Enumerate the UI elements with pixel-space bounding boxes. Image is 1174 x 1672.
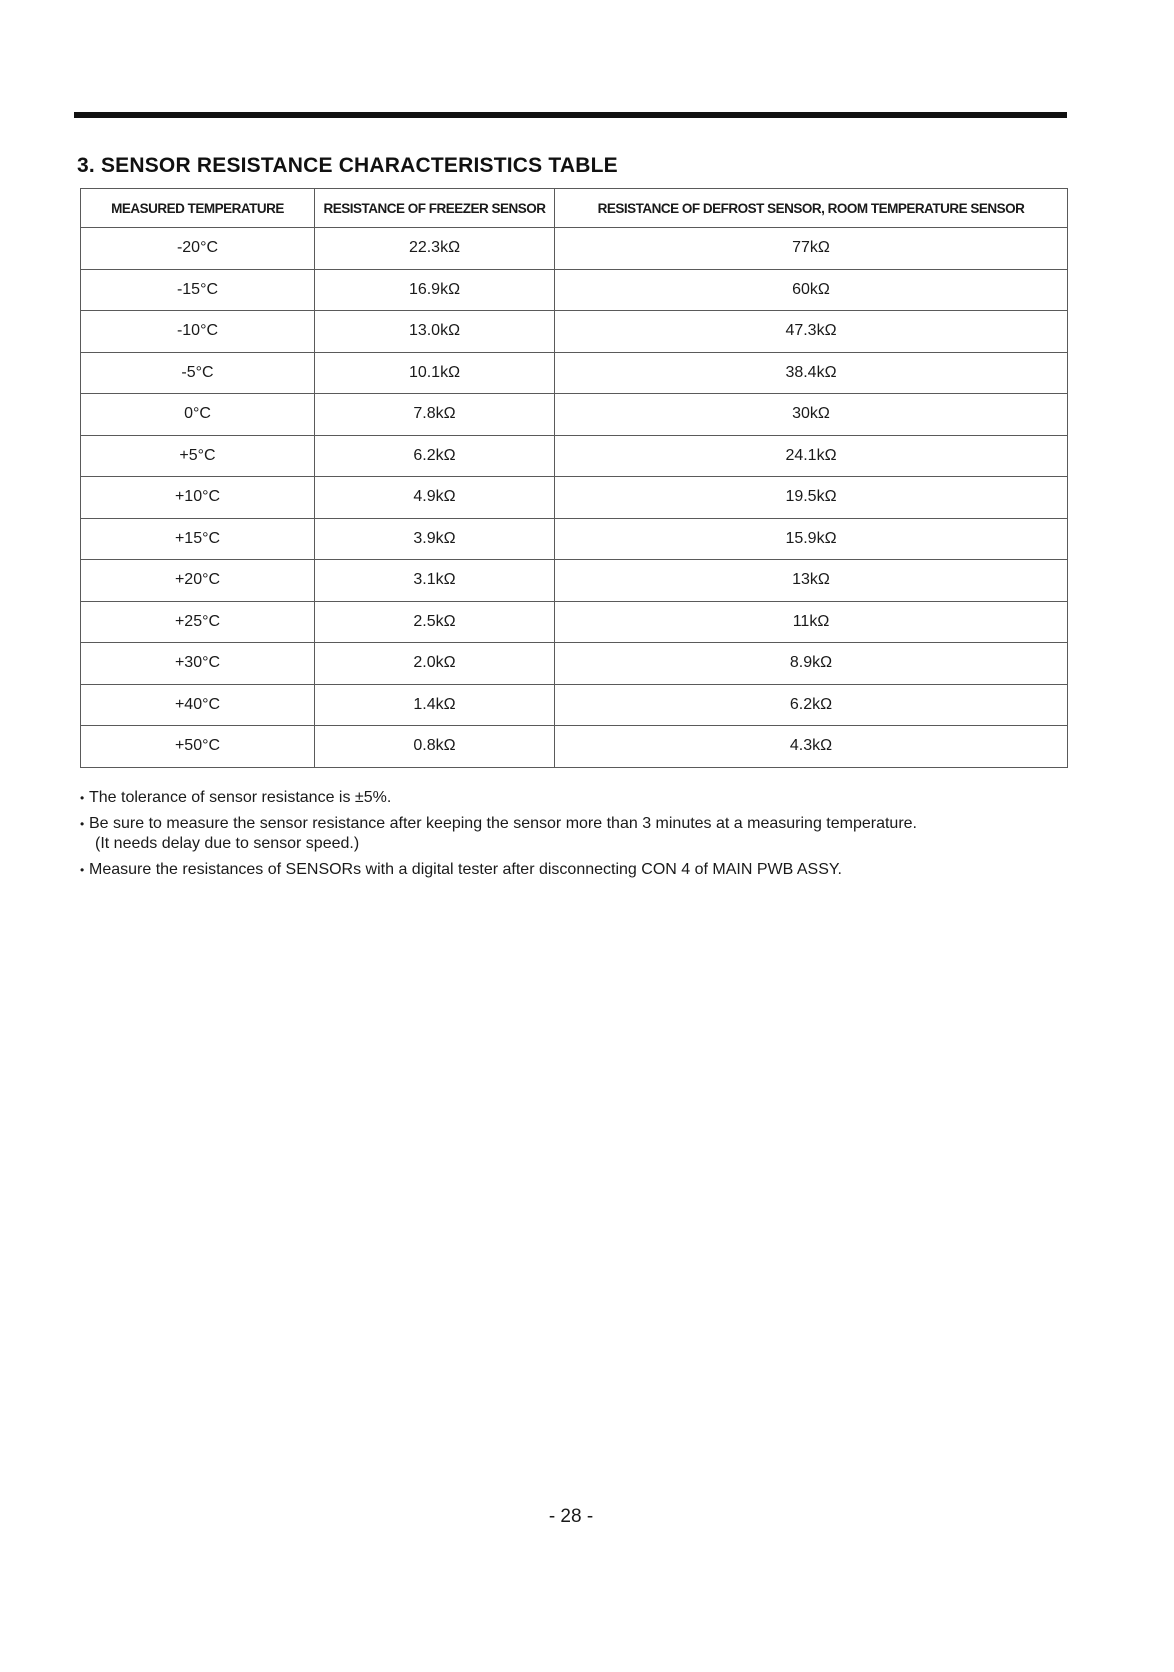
header-freezer-sensor: RESISTANCE OF FREEZER SENSOR [315,189,555,228]
cell-freezer-resistance: 3.9kΩ [315,518,555,560]
table-row [81,435,1068,477]
cell-temperature: -10°C [81,311,315,353]
cell-defrost-resistance: 11kΩ [555,601,1068,643]
cell-defrost-resistance: 60kΩ [555,269,1068,311]
cell-defrost-resistance: 77kΩ [555,228,1068,270]
cell-defrost-resistance: 24.1kΩ [555,435,1068,477]
cell-freezer-resistance: 2.0kΩ [315,643,555,685]
cell-defrost-resistance: 6.2kΩ [555,684,1068,726]
table-row [81,477,1068,519]
note-tolerance-text: The tolerance of sensor resistance is ±5%. [89,789,392,806]
note-disconnect-text: Measure the resistances of SENSORs with a digital tester after disconnecting CON 4 of MAIN PWB ASSY. [89,861,842,878]
table-row [81,269,1068,311]
table-row [81,601,1068,643]
cell-defrost-resistance: 4.3kΩ [555,726,1068,768]
cell-temperature: +40°C [81,684,315,726]
table-row [81,352,1068,394]
table-row [81,518,1068,560]
cell-temperature: +15°C [81,518,315,560]
cell-defrost-resistance: 19.5kΩ [555,477,1068,519]
cell-freezer-resistance: 7.8kΩ [315,394,555,436]
cell-temperature: +25°C [81,601,315,643]
cell-freezer-resistance: 0.8kΩ [315,726,555,768]
note-measure-delay-subtext: (It needs delay due to sensor speed.) [95,835,360,852]
table-row [81,560,1068,602]
cell-defrost-resistance: 38.4kΩ [555,352,1068,394]
top-rule [74,112,1067,118]
cell-freezer-resistance: 3.1kΩ [315,560,555,602]
table-row [81,684,1068,726]
sensor-resistance-table [80,188,1068,768]
table-row [81,311,1068,353]
cell-temperature: +30°C [81,643,315,685]
cell-temperature: -15°C [81,269,315,311]
cell-freezer-resistance: 2.5kΩ [315,601,555,643]
cell-freezer-resistance: 13.0kΩ [315,311,555,353]
cell-temperature: +50°C [81,726,315,768]
cell-temperature: 0°C [81,394,315,436]
cell-defrost-resistance: 47.3kΩ [555,311,1068,353]
cell-defrost-resistance: 13kΩ [555,560,1068,602]
cell-temperature: +20°C [81,560,315,602]
table-row [81,394,1068,436]
bullet-icon: • [80,791,85,805]
cell-defrost-resistance: 30kΩ [555,394,1068,436]
cell-freezer-resistance: 22.3kΩ [315,228,555,270]
note-tolerance [80,788,1070,808]
cell-freezer-resistance: 4.9kΩ [315,477,555,519]
table-body [81,228,1068,768]
cell-temperature: -5°C [81,352,315,394]
table-row [81,643,1068,685]
cell-defrost-resistance: 8.9kΩ [555,643,1068,685]
cell-freezer-resistance: 10.1kΩ [315,352,555,394]
cell-freezer-resistance: 6.2kΩ [315,435,555,477]
header-defrost-room-sensor: RESISTANCE OF DEFROST SENSOR, ROOM TEMPERATURE SENSOR [555,189,1068,228]
cell-defrost-resistance: 15.9kΩ [555,518,1068,560]
resistance-table-container [80,188,1067,768]
cell-temperature: +10°C [81,477,315,519]
note-disconnect [80,860,1070,880]
bullet-icon: • [80,863,85,877]
table-row [81,228,1068,270]
table-header-row [81,189,1068,228]
notes-list [80,788,1070,886]
cell-freezer-resistance: 1.4kΩ [315,684,555,726]
cell-freezer-resistance: 16.9kΩ [315,269,555,311]
section-title: 3. SENSOR RESISTANCE CHARACTERISTICS TABLE [77,154,618,177]
header-measured-temperature: MEASURED TEMPERATURE [81,189,315,228]
note-measure-delay-text: Be sure to measure the sensor resistance after keeping the sensor more than 3 minutes at a measuring temperature. [89,815,917,832]
page-number: - 28 - [548,1506,594,1527]
cell-temperature: -20°C [81,228,315,270]
cell-temperature: +5°C [81,435,315,477]
note-measure-delay [80,814,1070,854]
bullet-icon: • [80,817,85,831]
table-row [81,726,1068,768]
